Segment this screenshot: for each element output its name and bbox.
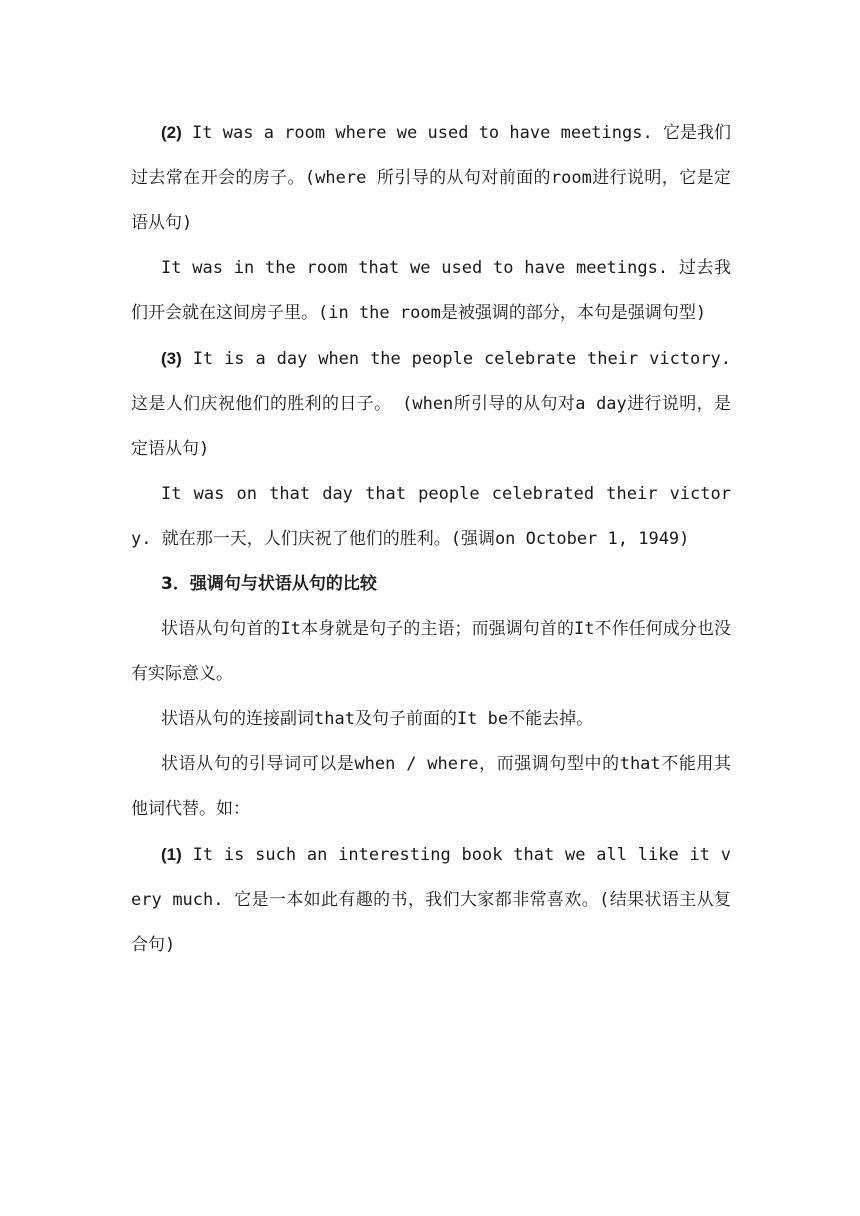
paragraph-example-3-emphasis (131, 472, 731, 562)
comparison-point-3: 状语从句的引导词可以是when / where，而强调句型中的that不能用其他词代替。如： (131, 754, 731, 819)
item-number: (1) (161, 845, 182, 864)
paragraph-example-3 (131, 336, 731, 472)
item-number: (3) (161, 349, 182, 368)
item-number: (2) (161, 123, 182, 142)
paragraph-text: It was a room where we used to have meetings. 它是我们过去常在开会的房子。(where 所引导的从句对前面的room进行说明，它是定语从句) (131, 123, 731, 233)
section-heading: 3．强调句与状语从句的比较 (161, 574, 377, 594)
paragraph-text: It is such an interesting book that we all like it very much. 它是一本如此有趣的书，我们大家都非常喜欢。(结果状语主从复合句) (131, 845, 731, 955)
document-page (131, 110, 731, 968)
paragraph-text: It was on that day that people celebrated their victory. 就在那一天，人们庆祝了他们的胜利。(强调on October 1, 1949) (131, 484, 731, 549)
comparison-point-1: 状语从句句首的It本身就是句子的主语；而强调句首的It不作任何成分也没有实际意义。 (131, 619, 731, 684)
paragraph-example-2 (131, 110, 731, 246)
paragraph-example-2-emphasis (131, 246, 731, 336)
paragraph-text: It is a day when the people celebrate their victory. 这是人们庆祝他们的胜利的日子。 (when所引导的从句对a day进行说明，是定语从句) (131, 349, 731, 459)
paragraph-text: It was in the room that we used to have meetings. 过去我们开会就在这间房子里。(in the room是被强调的部分，本句是强调句型) (131, 258, 731, 323)
paragraph-example-1 (131, 832, 731, 968)
comparison-point-2: 状语从句的连接副词that及句子前面的It be不能去掉。 (161, 709, 594, 729)
